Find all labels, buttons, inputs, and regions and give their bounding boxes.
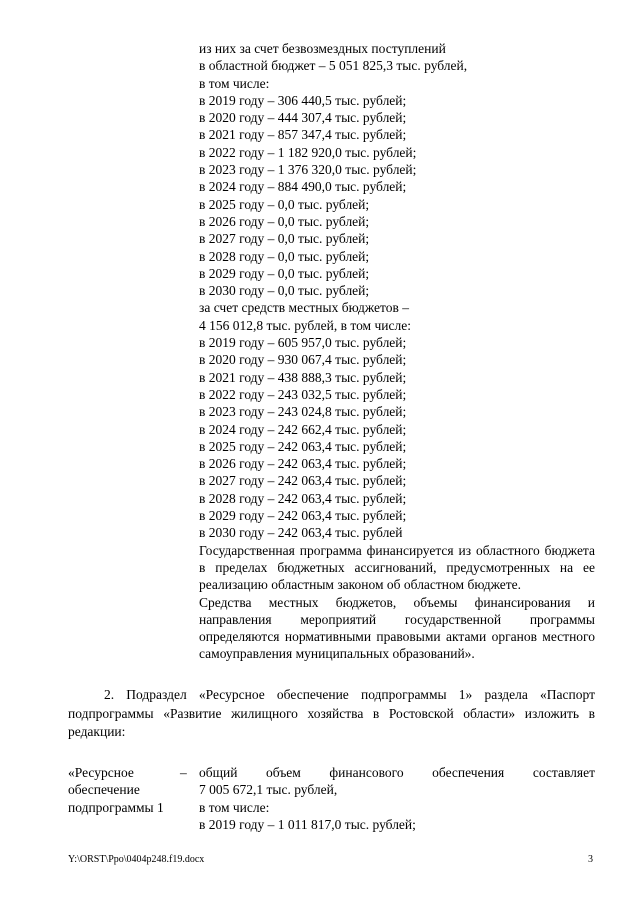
financing-block xyxy=(199,40,595,663)
year-line: в 2030 году – 0,0 тыс. рублей; xyxy=(199,283,370,299)
section-2-text: 2. Подраздел «Ресурсное обеспечение подпрограммы 1» раздела «Паспорт подпрограммы «Развитие жилищного хозяйства в Ростовской области» изложить в редакции: xyxy=(68,687,595,739)
local-intro-lines xyxy=(199,299,595,334)
resource-line: 7 005 672,1 тыс. рублей, xyxy=(199,782,338,798)
year-line: в 2026 году – 0,0 тыс. рублей; xyxy=(199,213,370,229)
year-line: в 2023 году – 243 024,8 тыс. рублей; xyxy=(199,404,407,420)
year-line: в 2029 году – 242 063,4 тыс. рублей; xyxy=(199,508,407,524)
year-line: в 2021 году – 438 888,3 тыс. рублей; xyxy=(199,369,407,385)
year-line: в 2024 году – 884 490,0 тыс. рублей; xyxy=(199,179,407,195)
resource-line: в 2019 году – 1 011 817,0 тыс. рублей; xyxy=(199,816,416,832)
year-line: в 2019 году – 605 957,0 тыс. рублей; xyxy=(199,335,407,351)
resource-first-line: общий объем финансового обеспечения составляет xyxy=(199,765,595,780)
page-number: 3 xyxy=(588,854,593,865)
year-line: в 2024 году – 242 662,4 тыс. рублей; xyxy=(199,421,407,437)
resource-label: «Ресурсное обеспечение подпрограммы 1 xyxy=(68,765,164,815)
intro-lines xyxy=(199,40,595,92)
year-line: в 2028 году – 0,0 тыс. рублей; xyxy=(199,248,370,264)
year-line: в 2020 году – 930 067,4 тыс. рублей; xyxy=(199,352,407,368)
financing-note: Государственная программа финансируется из областного бюджета в пределах бюджетных ассигнований, предусмотренных на ее реализацию областным законом об областном бюджете. xyxy=(199,542,595,593)
year-line: в 2027 году – 242 063,4 тыс. рублей; xyxy=(199,473,407,489)
year-line: в 2019 году – 306 440,5 тыс. рублей; xyxy=(199,92,407,108)
year-line: в 2030 году – 242 063,4 тыс. рублей xyxy=(199,525,403,541)
year-line: в 2027 году – 0,0 тыс. рублей; xyxy=(199,231,370,247)
year-line: в 2025 году – 242 063,4 тыс. рублей; xyxy=(199,438,407,454)
resource-dash: – xyxy=(180,765,187,780)
local-note: Средства местных бюджетов, объемы финансирования и направления мероприятий государственной программы определяются нормативными правовыми актами органов местного самоуправления муниципальных образований». xyxy=(199,594,595,662)
text-line: за счет средств местных бюджетов – xyxy=(199,300,409,316)
year-line: в 2020 году – 444 307,4 тыс. рублей; xyxy=(199,110,407,126)
year-line: в 2025 году – 0,0 тыс. рублей; xyxy=(199,196,370,212)
text-line: в областной бюджет – 5 051 825,3 тыс. рублей, xyxy=(199,58,468,74)
text-line: из них за счет безвозмездных поступлений xyxy=(199,41,446,56)
year-line: в 2022 году – 1 182 920,0 тыс. рублей; xyxy=(199,144,417,160)
footer-file-path: Y:\ORST\Ppo\0404p248.f19.docx xyxy=(68,854,205,865)
text-line: 4 156 012,8 тыс. рублей, в том числе: xyxy=(199,317,411,333)
year-line: в 2028 году – 242 063,4 тыс. рублей; xyxy=(199,490,407,506)
regional-years-list xyxy=(199,92,595,300)
year-line: в 2021 году – 857 347,4 тыс. рублей; xyxy=(199,127,407,143)
resource-text xyxy=(199,764,595,833)
year-line: в 2022 году – 243 032,5 тыс. рублей; xyxy=(199,386,407,402)
year-line: в 2023 году – 1 376 320,0 тыс. рублей; xyxy=(199,162,417,178)
resource-line: в том числе: xyxy=(199,799,270,815)
year-line: в 2026 году – 242 063,4 тыс. рублей; xyxy=(199,456,407,472)
local-years-list xyxy=(199,334,595,542)
text-line: в том числе: xyxy=(199,75,270,91)
year-line: в 2029 году – 0,0 тыс. рублей; xyxy=(199,265,370,281)
section-2-paragraph xyxy=(68,686,595,742)
